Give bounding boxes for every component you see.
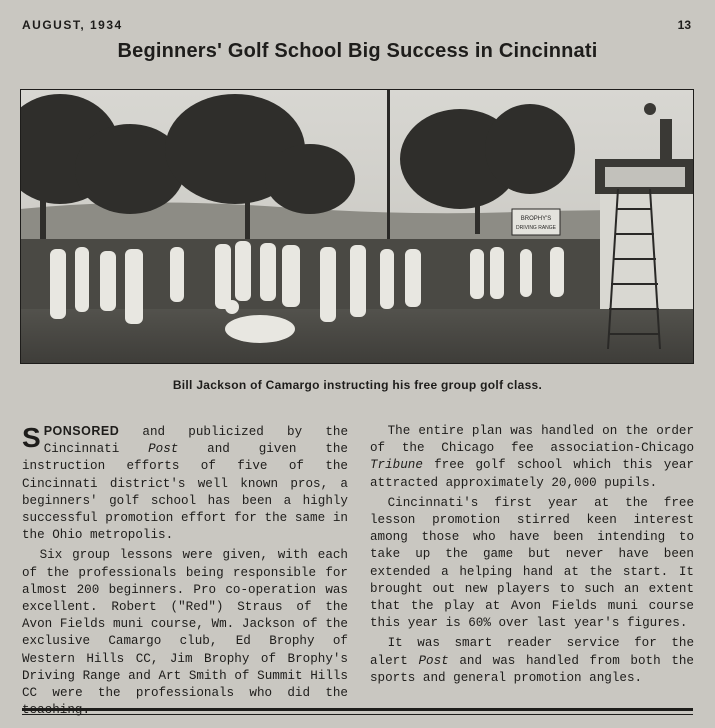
text-run: and given the instruction efforts of five of the Cincinnati district's well known pros, a beginners' golf school has been a highly successful promotion effort for the same in the Ohio metropolis. xyxy=(22,442,348,543)
article-column-right xyxy=(370,423,694,687)
lead-word: PONSORED xyxy=(43,424,120,438)
text-run: free golf school which this year attracted approximately 20,000 pupils. xyxy=(370,458,694,490)
drop-cap: S xyxy=(22,422,41,453)
issue-date: AUGUST, 1934 xyxy=(22,18,123,32)
footer-rule-thick xyxy=(22,708,693,711)
text-run: The entire plan was handled on the order of the Chicago fee association-Chicago xyxy=(370,424,694,456)
golf-class-photo xyxy=(20,89,694,364)
page-number: 13 xyxy=(677,18,691,32)
photo-caption: Bill Jackson of Camargo instructing his free group golf class. xyxy=(172,378,543,392)
newspaper-name: Tribune xyxy=(370,458,423,473)
paragraph: Cincinnati's first year at the free lesson promotion stirred keen interest among those who have been intending to take up the game but never have been extended a helping hand at the start. It brought out new players to such an extent that the play at Avon Fields muni course this year is 60% over last year's figures. xyxy=(370,495,694,631)
article-photo xyxy=(20,89,694,364)
paragraph xyxy=(370,423,694,492)
paragraph xyxy=(370,635,694,687)
text-run: It was smart reader service for the alert xyxy=(370,636,694,668)
newspaper-name: Post xyxy=(148,442,179,457)
newspaper-name: Post xyxy=(418,653,449,668)
paragraph: Six group lessons were given, with each of the professionals being responsible for almost 200 beginners. Pro co-operation was excellent. Robert ("Red") Straus of the Avon Fields muni course, Wm. Jackson of the exclusive Camargo club, Ed Brophy of Western Hills CC, Jim Brophy of Brophy's Driving Range and Art Smith of Summit Hills CC were the professionals who did the xyxy=(22,548,348,701)
article-headline: Beginners' Golf School Big Success in Cincinnati xyxy=(117,40,598,62)
range-sign: BROPHY'S xyxy=(520,216,552,222)
svg-text:DRIVING RANGE: DRIVING RANGE xyxy=(515,225,557,231)
paragraph xyxy=(22,423,348,544)
footer-rule-thin xyxy=(22,714,693,715)
text-run: and publicized by the Cincinnati xyxy=(43,425,348,457)
text-run: and was handled from both the sports and general promotion angles. xyxy=(370,653,694,685)
article-column-left xyxy=(22,423,348,719)
